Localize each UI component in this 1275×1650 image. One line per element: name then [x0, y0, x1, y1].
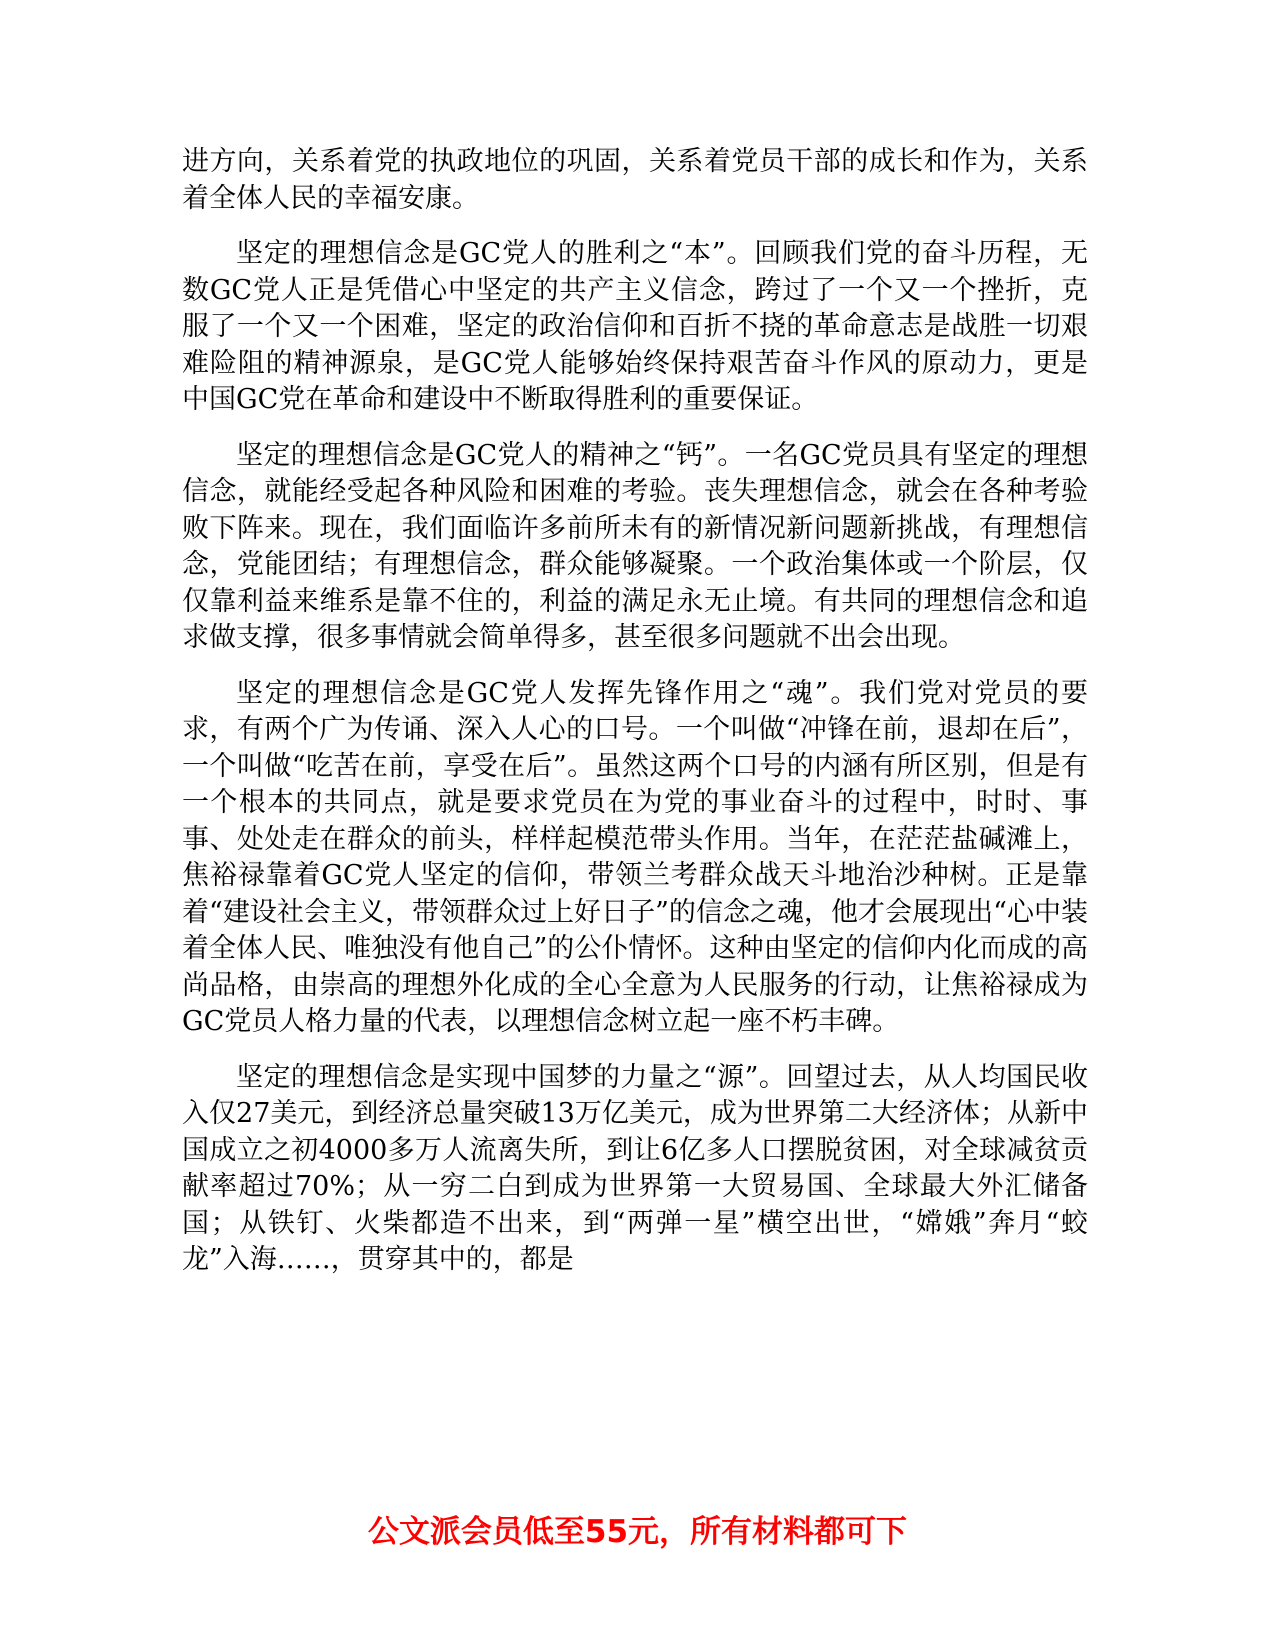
paragraph-victory-root: 坚定的理想信念是GC党人的胜利之“本”。回顾我们党的奋斗历程，无数GC党人正是凭借心中坚定的共产主义信念，跨过了一个又一个挫折，克服了一个又一个困难，坚定的政治信仰和百折不挠的革命意志是战胜一切艰难险阻的精神源泉，是GC党人能够始终保持艰苦奋斗作风的原动力，更是中国GC党在革命和建设中不断取得胜利的重要保证。 [182, 238, 1088, 415]
document-body [182, 144, 1088, 1298]
paragraph-spiritual-calcium: 坚定的理想信念是GC党人的精神之“钙”。一名GC党员具有坚定的理想信念，就能经受起各种风险和困难的考验。丧失理想信念，就会在各种考验败下阵来。现在，我们面临许多前所未有的新情况新问题新挑战，有理想信念，党能团结；有理想信念，群众能够凝聚。一个政治集体或一个阶层，仅仅靠利益来维系是靠不住的，利益的满足永无止境。有共同的理想信念和追求做支撑，很多事情就会简单得多，甚至很多问题就不出会出现。 [182, 439, 1088, 653]
footer-advertisement: 公文派会员低至55元，所有材料都可下 [367, 1514, 908, 1550]
paragraph-vanguard-soul: 坚定的理想信念是GC党人发挥先锋作用之“魂”。我们党对党员的要求，有两个广为传诵、深入人心的口号。一个叫做“冲锋在前，退却在后”，一个叫做“吃苦在前，享受在后”。虽然这两个口号的内涵有所区别，但是有一个根本的共同点，就是要求党员在为党的事业奋斗的过程中，时时、事事、处处走在群众的前头，样样起模范带头作用。当年，在茫茫盐碱滩上，焦裕禄靠着GC党人坚定的信仰，带领兰考群众战天斗地治沙种树。正是靠着“建设社会主义，带领群众过上好日子”的信念之魂，他才会展现出“心中装着全体人民、唯独没有他自己”的公仆情怀。这种由坚定的信仰内化而成的高尚品格，由崇高的理想外化成的全心全意为人民服务的行动，让焦裕禄成为GC党员人格力量的代表，以理想信念树立起一座不朽丰碑。 [182, 677, 1088, 1037]
paragraph-china-dream-source: 坚定的理想信念是实现中国梦的力量之“源”。回望过去，从人均国民收入仅27美元，到经济总量突破13万亿美元，成为世界第二大经济体；从新中国成立之初4000多万人流离失所，到让6亿多人口摆脱贫困，对全球减贫贡献率超过70%；从一穷二白到成为世界第一大贸易国、全球最大外汇储备国；从铁钉、火柴都造不出来，到“两弹一星”横空出世，“嫦娥”奔月“蛟龙”入海……，贯穿其中的，都是 [182, 1061, 1088, 1275]
paragraph-continuation: 进方向，关系着党的执政地位的巩固，关系着党员干部的成长和作为，关系着全体人民的幸福安康。 [182, 146, 1088, 214]
